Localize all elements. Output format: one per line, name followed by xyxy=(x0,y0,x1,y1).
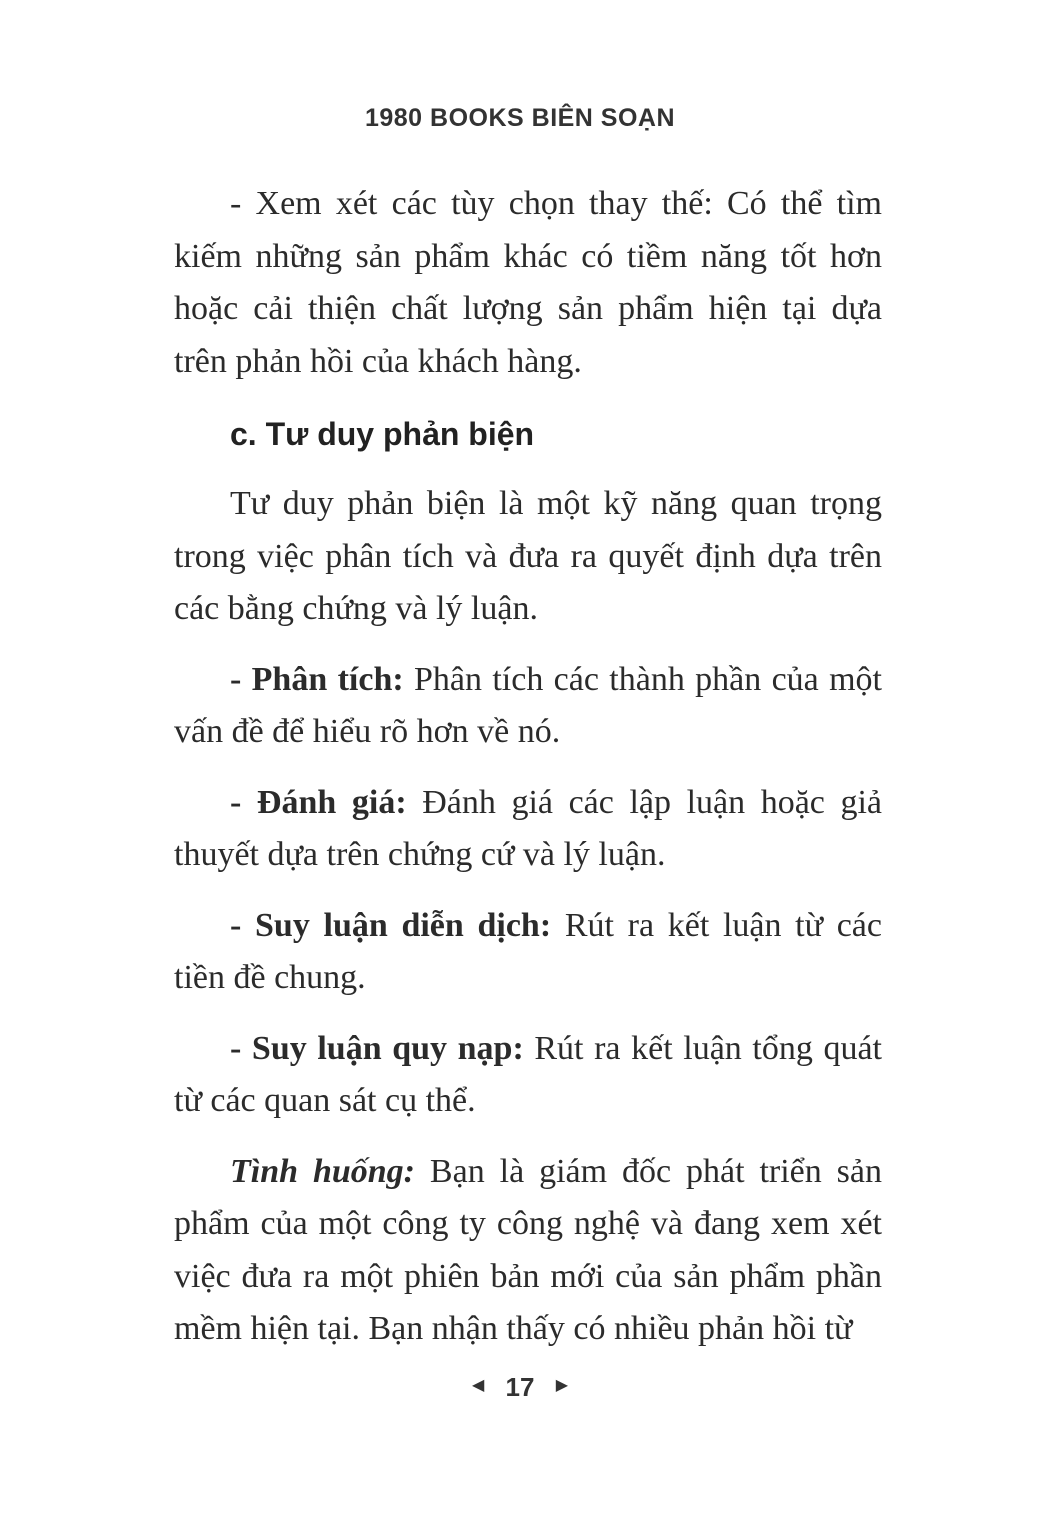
triangle-left-icon: ◀ xyxy=(471,1377,485,1395)
term-label: - Phân tích: xyxy=(230,660,404,698)
running-header: 1980 BOOKS BIÊN SOẠN xyxy=(364,104,676,132)
term-label: - Đánh giá: xyxy=(230,783,407,821)
list-item-induction xyxy=(174,1023,882,1128)
paragraph-intro: Tư duy phản biện là một kỹ năng quan trọng trong việc phân tích và đưa ra quyết định dựa trên các bằng chứng và lý luận. xyxy=(174,485,882,627)
term-label: - Suy luận quy nạp: xyxy=(230,1029,524,1067)
list-item-analysis xyxy=(174,654,882,759)
list-item-deduction xyxy=(174,900,882,1005)
page-body xyxy=(174,178,882,1356)
page-footer xyxy=(0,1370,1040,1403)
term-text: Đánh giá các lập luận hoặc giả thuyết dựa trên chứng cứ và lý luận. xyxy=(174,783,882,873)
section-heading: c. Tư duy phản biện xyxy=(230,416,535,452)
page-number: 17 xyxy=(505,1371,535,1402)
paragraph-case xyxy=(174,1146,882,1356)
paragraph-alternatives: - Xem xét các tùy chọn thay thế: Có thể tìm kiếm những sản phẩm khác có tiềm năng tốt hơn hoặc cải thiện chất lượng sản phẩm hiện tại dựa trên phản hồi của khách hàng. xyxy=(174,185,882,380)
term-text: Rút ra kết luận từ các tiền đề chung. xyxy=(174,906,882,996)
case-label: Tình huống: xyxy=(230,1152,416,1190)
list-item-evaluation xyxy=(174,777,882,882)
term-label: - Suy luận diễn dịch: xyxy=(230,906,552,944)
term-text: Rút ra kết luận tổng quát từ các quan sát cụ thể. xyxy=(174,1029,882,1119)
term-text: Phân tích các thành phần của một vấn đề để hiểu rõ hơn về nó. xyxy=(174,660,883,750)
triangle-right-icon: ▶ xyxy=(555,1377,568,1395)
case-text: Bạn là giám đốc phát triển sản phẩm của một công ty công nghệ và đang xem xét việc đưa ra một phiên bản mới của sản phẩm phần mềm hiện tại. Bạn nhận thấy có nhiều phản hồi từ xyxy=(174,1152,882,1347)
